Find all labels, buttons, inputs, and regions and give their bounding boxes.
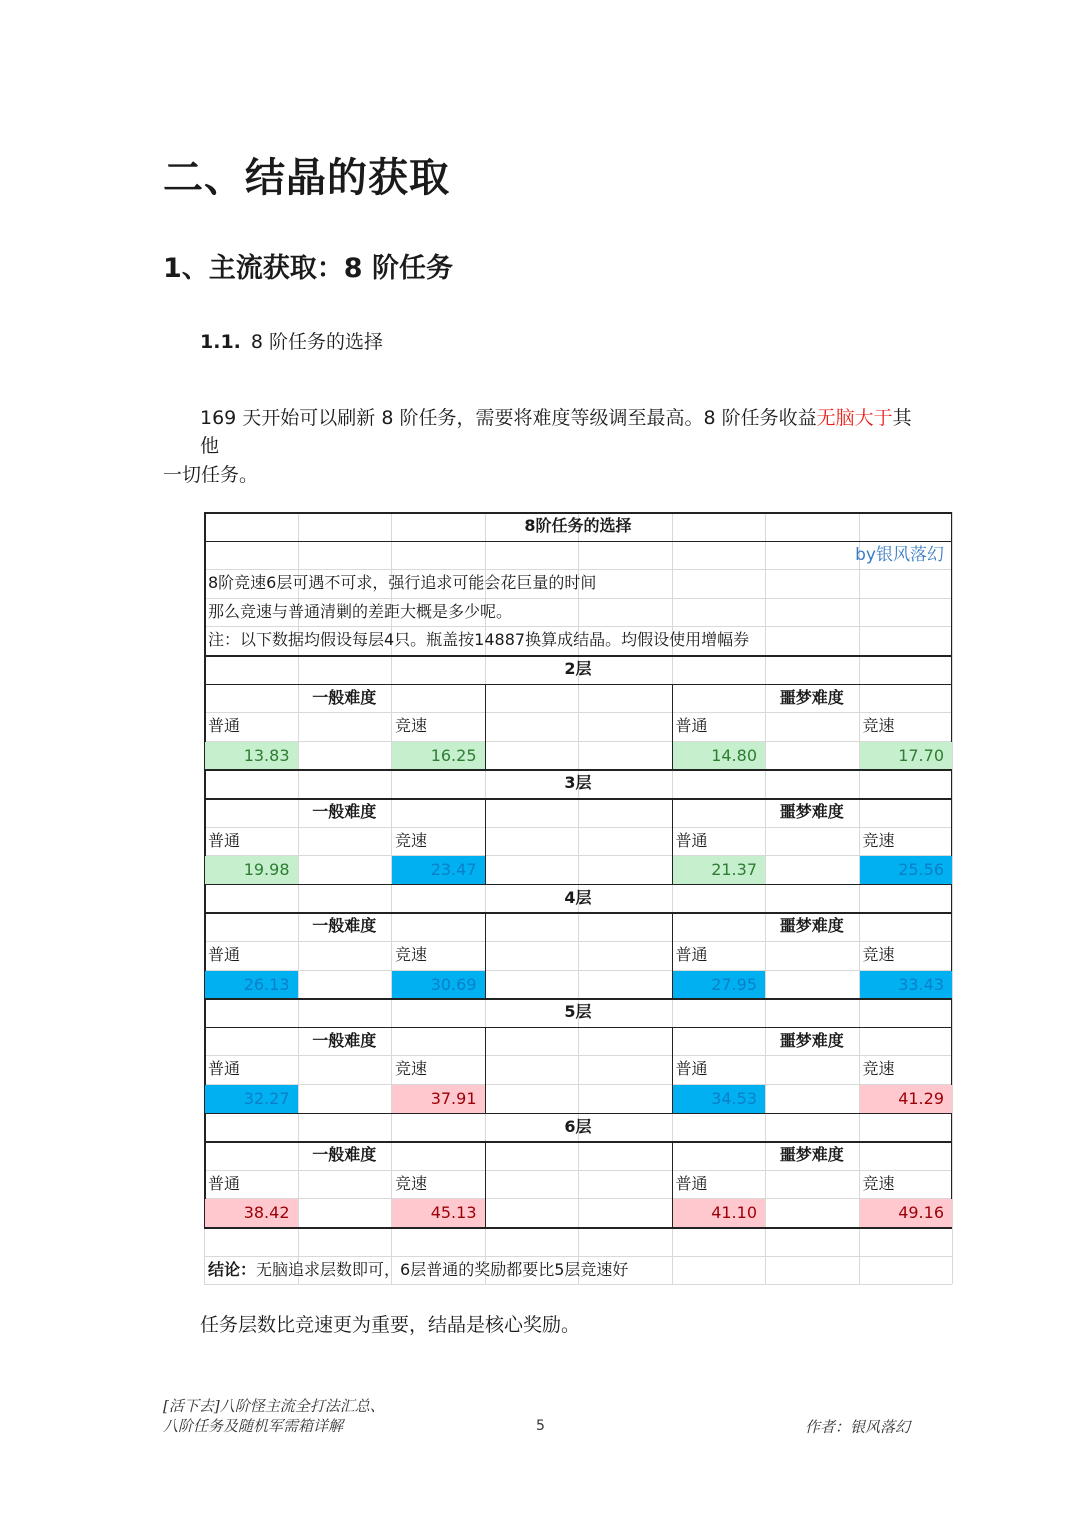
normal-speed-value: 37.91 [392, 1085, 485, 1113]
spreadsheet-table [204, 512, 952, 1284]
nightmare-difficulty-label: 噩梦难度 [779, 916, 844, 936]
conclusion-label: 结论： [208, 1259, 257, 1279]
nightmare-speed-value: 41.29 [860, 1085, 953, 1113]
group-border-left [485, 1141, 487, 1227]
nightmare-speed-value: 25.56 [860, 856, 953, 884]
paragraph-line2: 一切任务。 [163, 464, 259, 486]
sub-subsection-heading [200, 327, 383, 354]
floor-label: 5层 [564, 1002, 592, 1022]
table-note: 8阶竞速6层可遇不可求，强行追求可能会花巨量的时间 [208, 573, 597, 593]
normal-difficulty-label: 一般难度 [312, 802, 377, 821]
table-conclusion [204, 1256, 765, 1285]
nightmare-difficulty-label: 噩梦难度 [779, 1145, 844, 1165]
nightmare-speed-value: 49.16 [860, 1199, 953, 1227]
regular-label: 普通 [208, 945, 241, 964]
nightmare-difficulty-label: 噩梦难度 [779, 687, 844, 707]
page-number: 5 [536, 1418, 545, 1434]
table-note: 那么竞速与普通清剿的差距大概是多少呢。 [208, 601, 513, 621]
gridline-h [204, 1284, 952, 1285]
normal-difficulty-label: 一般难度 [312, 1145, 377, 1165]
group-border-left [485, 798, 487, 884]
nightmare-regular-value: 41.10 [673, 1199, 766, 1227]
normal-speed-value: 45.13 [392, 1199, 485, 1227]
speed-label: 竞速 [862, 945, 895, 964]
footer-title-line1: [活下去]八阶怪主流全打法汇总、 [163, 1397, 385, 1415]
regular-label: 普通 [208, 1173, 241, 1193]
group-border-left [485, 1027, 487, 1113]
closing-paragraph: 任务层数比竞速更为重要，结晶是核心奖励。 [200, 1314, 581, 1336]
subsection-heading: 1、主流获取：8 阶任务 [163, 253, 453, 284]
floor-label: 3层 [564, 773, 592, 793]
table-credit: by银风落幻 [855, 544, 944, 565]
regular-label: 普通 [675, 1059, 708, 1079]
speed-label: 竞速 [395, 1173, 428, 1193]
normal-speed-value: 23.47 [392, 856, 485, 884]
regular-label: 普通 [675, 945, 708, 964]
floor-label: 4层 [564, 887, 592, 907]
gridline-v [952, 512, 953, 1284]
nightmare-speed-value: 17.70 [860, 742, 953, 770]
speed-label: 竞速 [862, 1059, 895, 1079]
normal-regular-value: 26.13 [205, 971, 298, 999]
table-note: 注：以下数据均假设每层4只。瓶盖按14887换算成结晶。均假设使用增幅券 [208, 630, 750, 650]
nightmare-regular-value: 27.95 [673, 971, 766, 999]
speed-label: 竞速 [395, 716, 428, 736]
footer-title-line2: 八阶任务及随机军需箱详解 [163, 1417, 344, 1435]
regular-label: 普通 [208, 830, 241, 850]
normal-difficulty-label: 一般难度 [312, 1030, 377, 1050]
nightmare-difficulty-label: 噩梦难度 [779, 802, 844, 821]
normal-regular-value: 38.42 [205, 1199, 298, 1227]
speed-label: 竞速 [862, 1173, 895, 1193]
floor-border-bottom [204, 1227, 952, 1229]
regular-label: 普通 [675, 830, 708, 850]
footer-doc-title [163, 1396, 385, 1436]
normal-regular-value: 32.27 [205, 1085, 298, 1113]
footer-author: 作者：银风落幻 [805, 1418, 911, 1436]
group-border-left [485, 684, 487, 770]
nightmare-regular-value: 14.80 [673, 742, 766, 770]
regular-label: 普通 [208, 1059, 241, 1079]
floor-label: 2层 [564, 659, 592, 678]
floor-label: 6层 [564, 1116, 592, 1136]
paragraph-text-after: 其他 [200, 407, 912, 457]
group-border-left [485, 912, 487, 998]
nightmare-regular-value: 21.37 [673, 856, 766, 884]
speed-label: 竞速 [862, 830, 895, 850]
normal-speed-value: 30.69 [392, 971, 485, 999]
nightmare-difficulty-label: 噩梦难度 [779, 1030, 844, 1050]
section-heading: 二、结晶的获取 [163, 155, 450, 201]
table-title: 8阶任务的选择 [524, 516, 632, 535]
speed-label: 竞速 [395, 1059, 428, 1079]
nightmare-regular-value: 34.53 [673, 1085, 766, 1113]
speed-label: 竞速 [395, 830, 428, 850]
paragraph-text-before: 169 天开始可以刷新 8 阶任务，需要将难度等级调至最高。8 阶任务收益 [200, 407, 817, 429]
paragraph-highlight: 无脑大于 [816, 407, 893, 429]
regular-label: 普通 [208, 716, 241, 736]
normal-difficulty-label: 一般难度 [312, 687, 377, 707]
heading-text: 8 阶任务的选择 [250, 331, 384, 353]
normal-difficulty-label: 一般难度 [312, 916, 377, 936]
speed-label: 竞速 [395, 945, 428, 964]
regular-label: 普通 [675, 1173, 708, 1193]
nightmare-speed-value: 33.43 [860, 971, 953, 999]
speed-label: 竞速 [862, 716, 895, 736]
intro-paragraph [200, 404, 930, 460]
normal-regular-value: 13.83 [205, 742, 298, 770]
normal-regular-value: 19.98 [205, 856, 298, 884]
regular-label: 普通 [675, 716, 708, 736]
conclusion-text: 无脑追求层数即可，6层普通的奖励都要比5层竞速好 [256, 1259, 629, 1279]
normal-speed-value: 16.25 [392, 742, 485, 770]
heading-number: 1.1. [200, 331, 241, 353]
